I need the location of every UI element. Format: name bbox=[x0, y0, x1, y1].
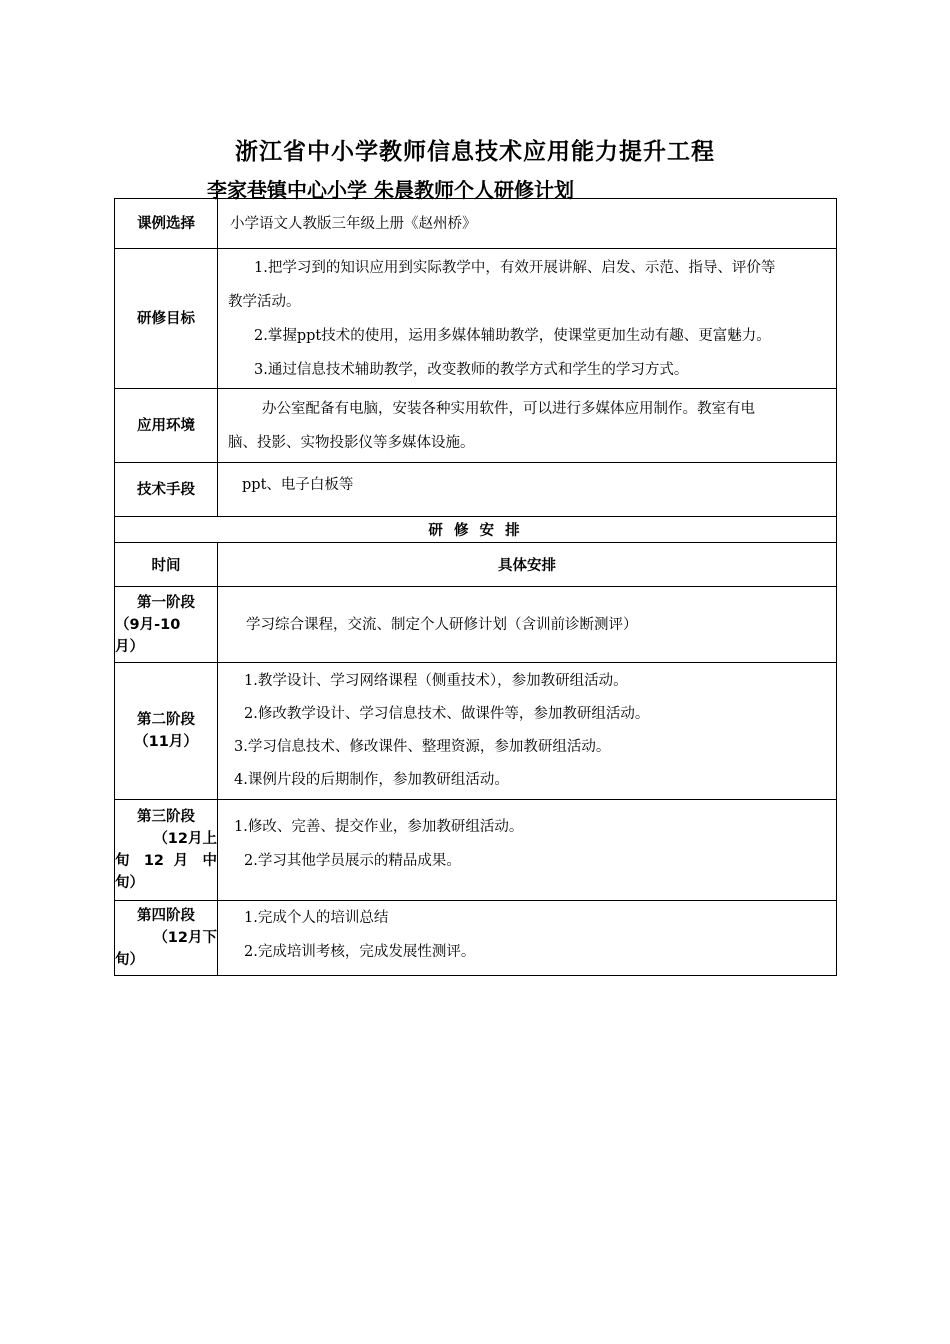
stage-3-item: 2.学习其他学员展示的精品成果。 bbox=[244, 853, 461, 869]
stage-3-item: 1.修改、完善、提交作业，参加教研组活动。 bbox=[234, 819, 524, 835]
stage-2-detail bbox=[218, 663, 837, 800]
stage-2-item: 2.修改教学设计、学习信息技术、做课件等，参加教研组活动。 bbox=[244, 706, 650, 722]
stage-4-item: 1.完成个人的培训总结 bbox=[244, 910, 389, 926]
course-label: 课例选择 bbox=[115, 199, 218, 249]
schedule-header-row bbox=[115, 543, 837, 587]
stage-4-time-line: 第四阶段 bbox=[137, 908, 195, 924]
document-title: 浙江省中小学教师信息技术应用能力提升工程 bbox=[235, 138, 715, 165]
course-content bbox=[218, 199, 837, 249]
document-subtitle: 李家巷镇中心小学 朱晨教师个人研修计划 bbox=[207, 178, 574, 202]
stage-2-time bbox=[115, 663, 218, 800]
detail-column-header: 具体安排 bbox=[218, 543, 837, 587]
goals-label: 研修目标 bbox=[115, 249, 218, 389]
environment-line-2: 脑、投影、实物投影仪等多媒体设施。 bbox=[228, 434, 475, 451]
stage-3-time-line: （12月上 bbox=[153, 831, 217, 847]
tech-content bbox=[218, 463, 837, 517]
stage-row-2 bbox=[115, 663, 837, 800]
stage-4-item: 2.完成培训考核，完成发展性测评。 bbox=[244, 944, 476, 960]
schedule-section-title: 研 修 安 排 bbox=[115, 517, 837, 543]
stage-2-item: 3.学习信息技术、修改课件、整理资源，参加教研组活动。 bbox=[234, 739, 611, 755]
goal-line-3: 2.掌握ppt技术的使用，运用多媒体辅助教学，使课堂更加生动有趣、更富魅力。 bbox=[254, 327, 771, 344]
stage-1-time-line: 月） bbox=[115, 638, 144, 655]
plan-table bbox=[114, 198, 837, 976]
time-column-header: 时间 bbox=[115, 543, 218, 587]
stage-4-time-line: 旬） bbox=[115, 952, 144, 968]
stage-3-detail bbox=[218, 800, 837, 901]
environment-row bbox=[115, 389, 837, 463]
environment-label: 应用环境 bbox=[115, 389, 218, 463]
environment-line-1: 办公室配备有电脑，安装各种实用软件，可以进行多媒体应用制作。教室有电 bbox=[262, 400, 755, 417]
tech-row bbox=[115, 463, 837, 517]
course-text: 小学语文人教版三年级上册《赵州桥》 bbox=[230, 215, 477, 232]
goals-content bbox=[218, 249, 837, 389]
stage-1-detail bbox=[218, 587, 837, 663]
stage-row-1 bbox=[115, 587, 837, 663]
stage-row-3 bbox=[115, 800, 837, 901]
stage-row-4 bbox=[115, 901, 837, 976]
goals-row bbox=[115, 249, 837, 389]
stage-2-item: 4.课例片段的后期制作，参加教研组活动。 bbox=[234, 772, 509, 788]
course-row bbox=[115, 199, 837, 249]
stage-1-time-line: 第一阶段 bbox=[137, 594, 195, 611]
stage-2-time-line: （11月） bbox=[134, 734, 198, 750]
stage-3-time-line: 旬） bbox=[115, 875, 144, 891]
goal-line-2: 教学活动。 bbox=[228, 293, 301, 310]
tech-label: 技术手段 bbox=[115, 463, 218, 517]
stage-4-time bbox=[115, 901, 218, 976]
goal-line-4: 3.通过信息技术辅助教学，改变教师的教学方式和学生的学习方式。 bbox=[254, 361, 689, 378]
stage-3-time-line: 第三阶段 bbox=[137, 809, 195, 825]
tech-text: ppt、电子白板等 bbox=[242, 477, 354, 493]
stage-1-time-line: （9月-10 bbox=[115, 616, 181, 633]
environment-content bbox=[218, 389, 837, 463]
stage-1-item: 学习综合课程，交流、制定个人研修计划（含训前诊断测评） bbox=[246, 616, 638, 633]
stage-2-item: 1.教学设计、学习网络课程（侧重技术），参加教研组活动。 bbox=[244, 673, 628, 689]
stage-3-time-line: 旬 12 月 中 bbox=[115, 853, 217, 869]
stage-1-time bbox=[115, 587, 218, 663]
stage-4-detail bbox=[218, 901, 837, 976]
stage-4-time-line: （12月下 bbox=[153, 930, 217, 946]
stage-3-time bbox=[115, 800, 218, 901]
schedule-section-row bbox=[115, 517, 837, 543]
stage-2-time-line: 第二阶段 bbox=[137, 712, 195, 728]
goal-line-1: 1.把学习到的知识应用到实际教学中，有效开展讲解、启发、示范、指导、评价等 bbox=[254, 259, 776, 276]
